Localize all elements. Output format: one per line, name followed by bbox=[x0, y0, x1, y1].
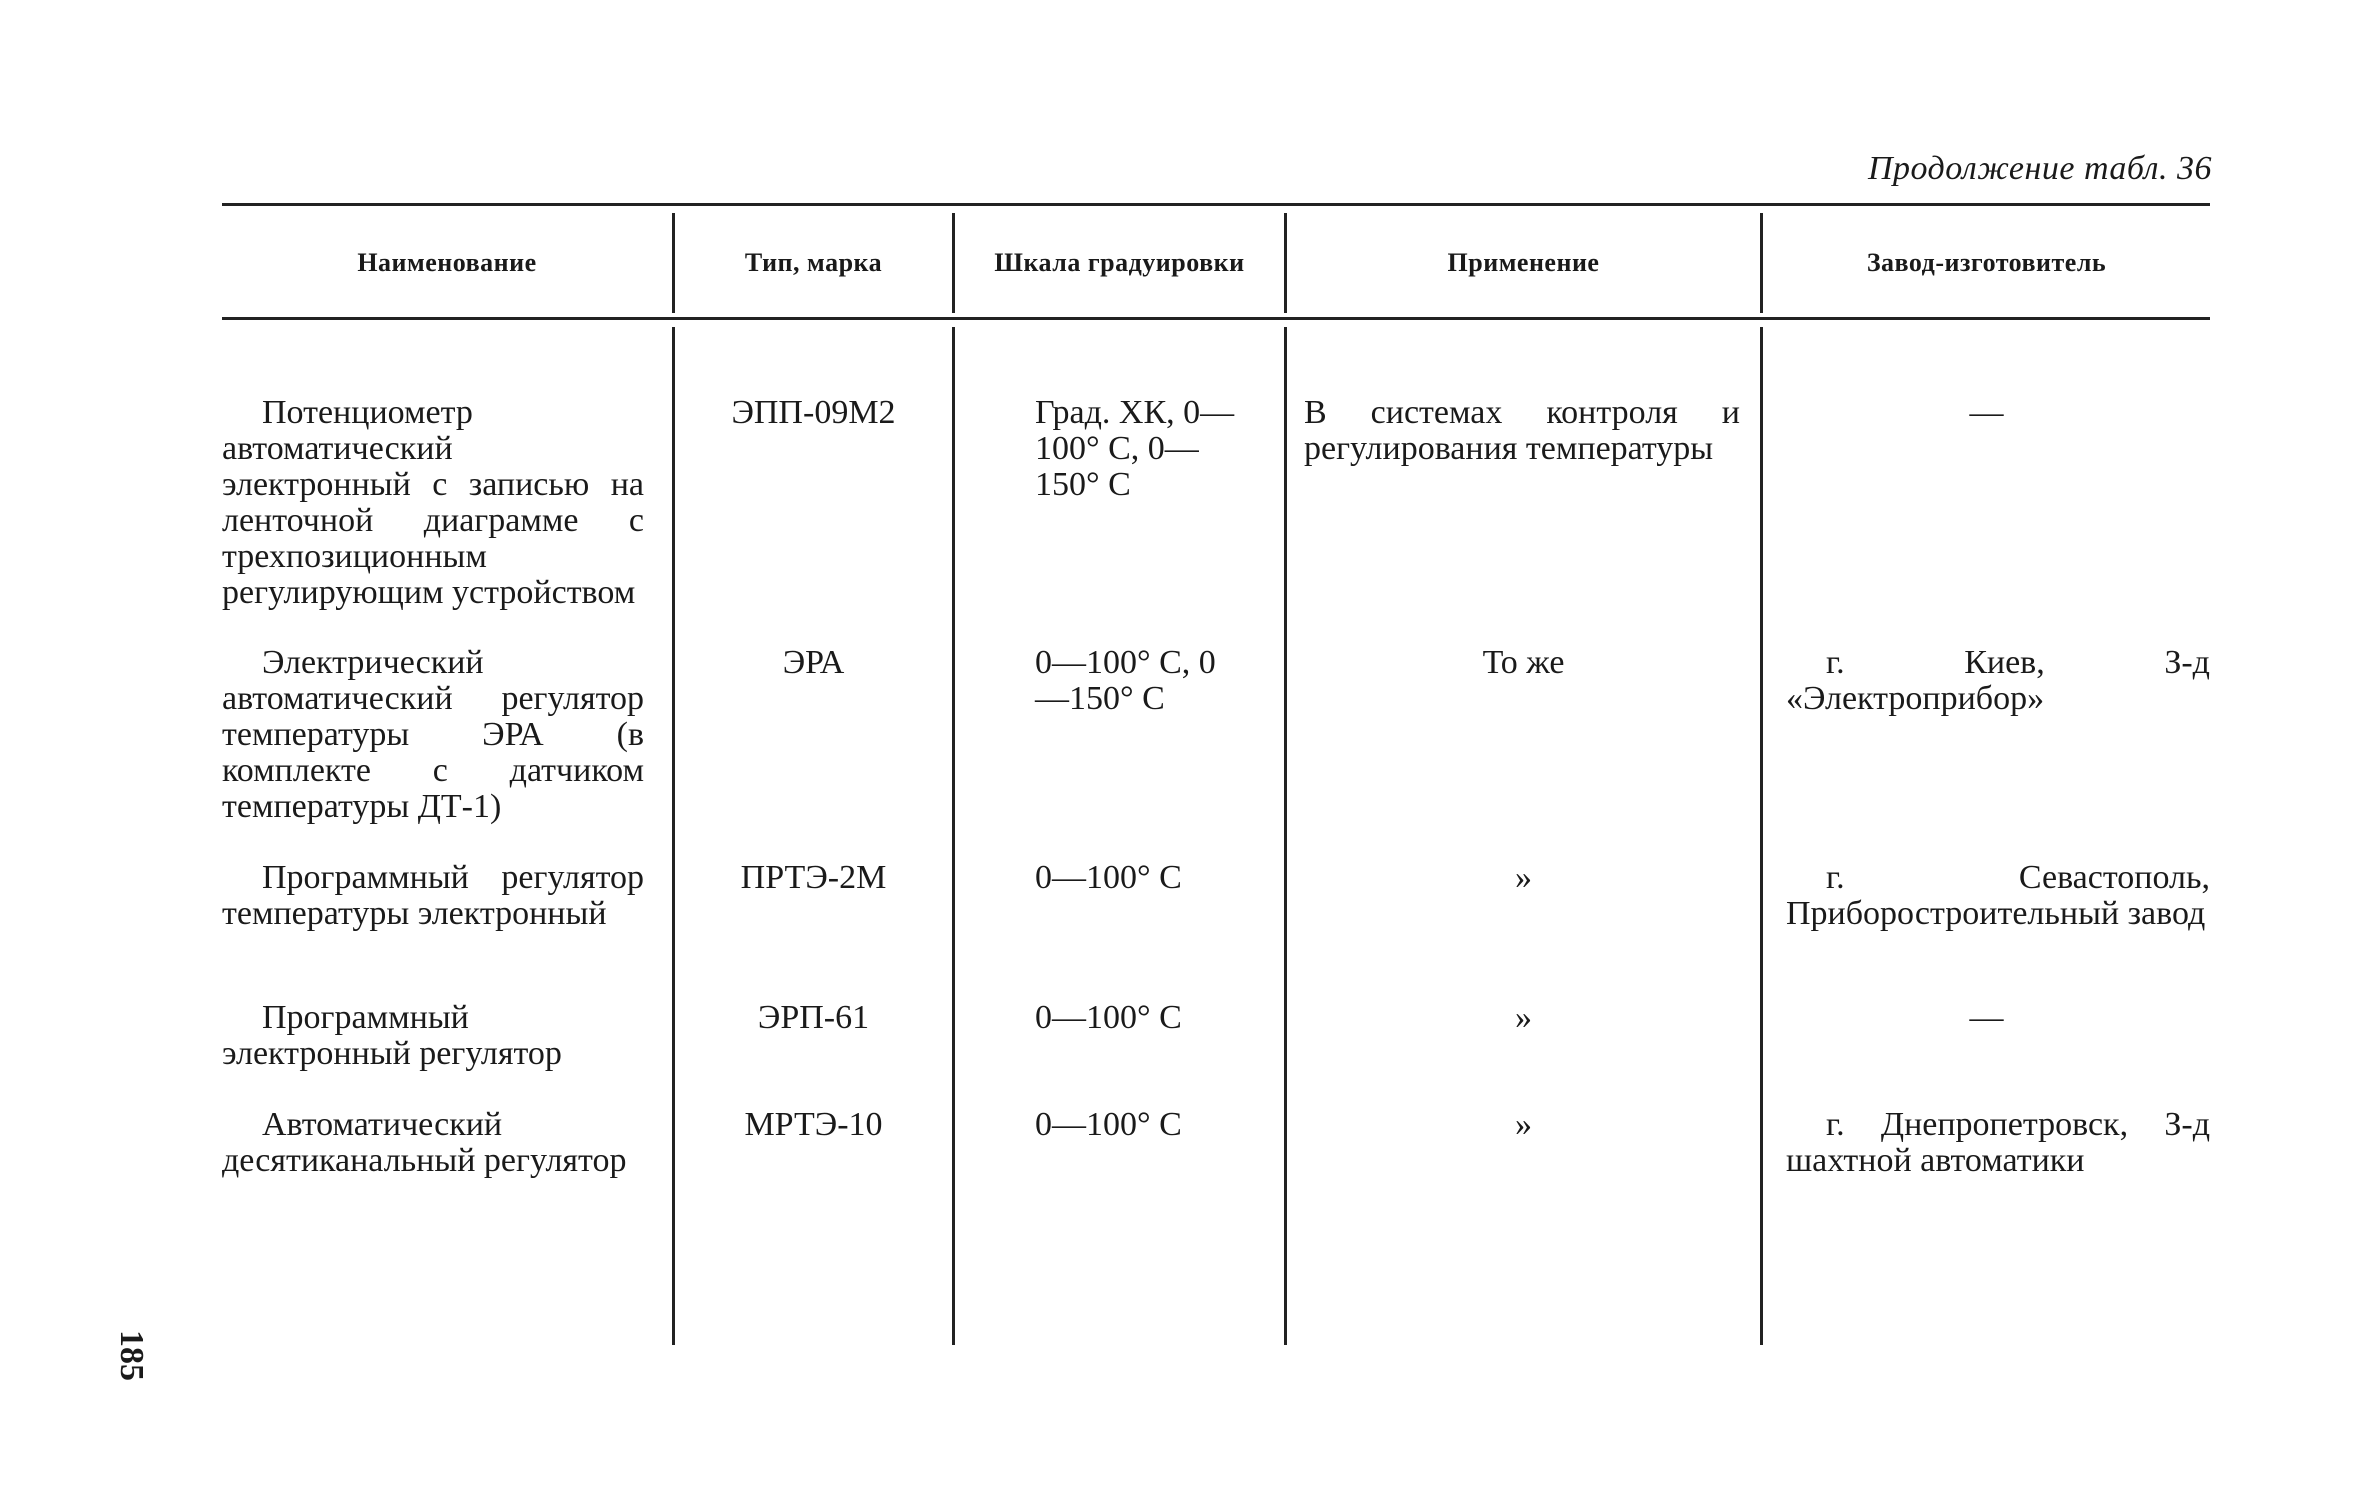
body-divider-1 bbox=[672, 327, 675, 1345]
page-number: 185 bbox=[113, 1330, 150, 1381]
row-application: » bbox=[1515, 999, 1532, 1036]
row-application: В системах контроля и регулирования температуры bbox=[1304, 394, 1740, 467]
row-type: ЭРА bbox=[782, 644, 845, 681]
row-name bbox=[222, 395, 644, 611]
header-name: Наименование bbox=[357, 247, 537, 277]
header-application: Применение bbox=[1447, 247, 1600, 277]
row-type: ПРТЭ-2М bbox=[740, 859, 887, 896]
row-name-text: Электрический автоматический регулятор температуры ЭРА (в комплекте с датчиком температуры ДТ-1) bbox=[222, 644, 644, 825]
table-caption: Продолжение табл. 36 bbox=[1867, 150, 2212, 187]
row-manufacturer bbox=[1786, 1107, 2210, 1179]
row-manufacturer bbox=[1786, 645, 2210, 717]
header-scale: Шкала градуировки bbox=[994, 247, 1245, 277]
row-type: ЭРП-61 bbox=[757, 999, 870, 1036]
row-scale: 0—100° С bbox=[1035, 999, 1182, 1036]
row-manufacturer-text: г. Севастополь, Приборостроительный завод bbox=[1786, 859, 2210, 932]
row-application: » bbox=[1515, 1106, 1532, 1143]
row-type: ЭПП-09М2 bbox=[731, 394, 896, 431]
row-manufacturer: — bbox=[1969, 394, 2004, 431]
row-name-text: Автоматический десятиканальный регулятор bbox=[222, 1106, 627, 1179]
header-manufacturer: Завод-изготовитель bbox=[1866, 247, 2107, 277]
body-divider-3 bbox=[1284, 327, 1287, 1345]
row-manufacturer-text: г. Киев, З-д «Электроприбор» bbox=[1786, 644, 2210, 717]
row-manufacturer: — bbox=[1969, 999, 2004, 1036]
row-name bbox=[222, 1107, 644, 1179]
row-name-text: Программный регулятор температуры электронный bbox=[222, 859, 644, 932]
row-scale: 0—100° С, 0—150° С bbox=[1035, 644, 1216, 717]
header-type: Тип, марка bbox=[744, 247, 883, 277]
row-type: МРТЭ-10 bbox=[744, 1106, 883, 1143]
row-scale: 0—100° С bbox=[1035, 859, 1182, 896]
row-manufacturer-text: г. Днепропетровск, З-д шахтной автоматики bbox=[1786, 1106, 2210, 1179]
table-top-rule bbox=[222, 203, 2210, 206]
row-name bbox=[222, 645, 644, 825]
row-name-text: Потенциометр автоматический электронный с записью на ленточной диаграмме с трехпозиционным регулирующим устройством bbox=[222, 394, 644, 611]
row-application: То же bbox=[1482, 644, 1565, 681]
body-divider-2 bbox=[952, 327, 955, 1345]
row-scale: Град. ХК, 0—100° С, 0—150° С bbox=[1035, 394, 1235, 503]
header-bottom-rule bbox=[222, 317, 2210, 320]
row-name bbox=[222, 1000, 644, 1072]
row-scale: 0—100° С bbox=[1035, 1106, 1182, 1143]
row-application: » bbox=[1515, 859, 1532, 896]
row-manufacturer bbox=[1786, 860, 2210, 932]
row-name bbox=[222, 860, 644, 932]
row-name-text: Программный электронный регулятор bbox=[222, 999, 562, 1072]
body-divider-4 bbox=[1760, 327, 1763, 1345]
